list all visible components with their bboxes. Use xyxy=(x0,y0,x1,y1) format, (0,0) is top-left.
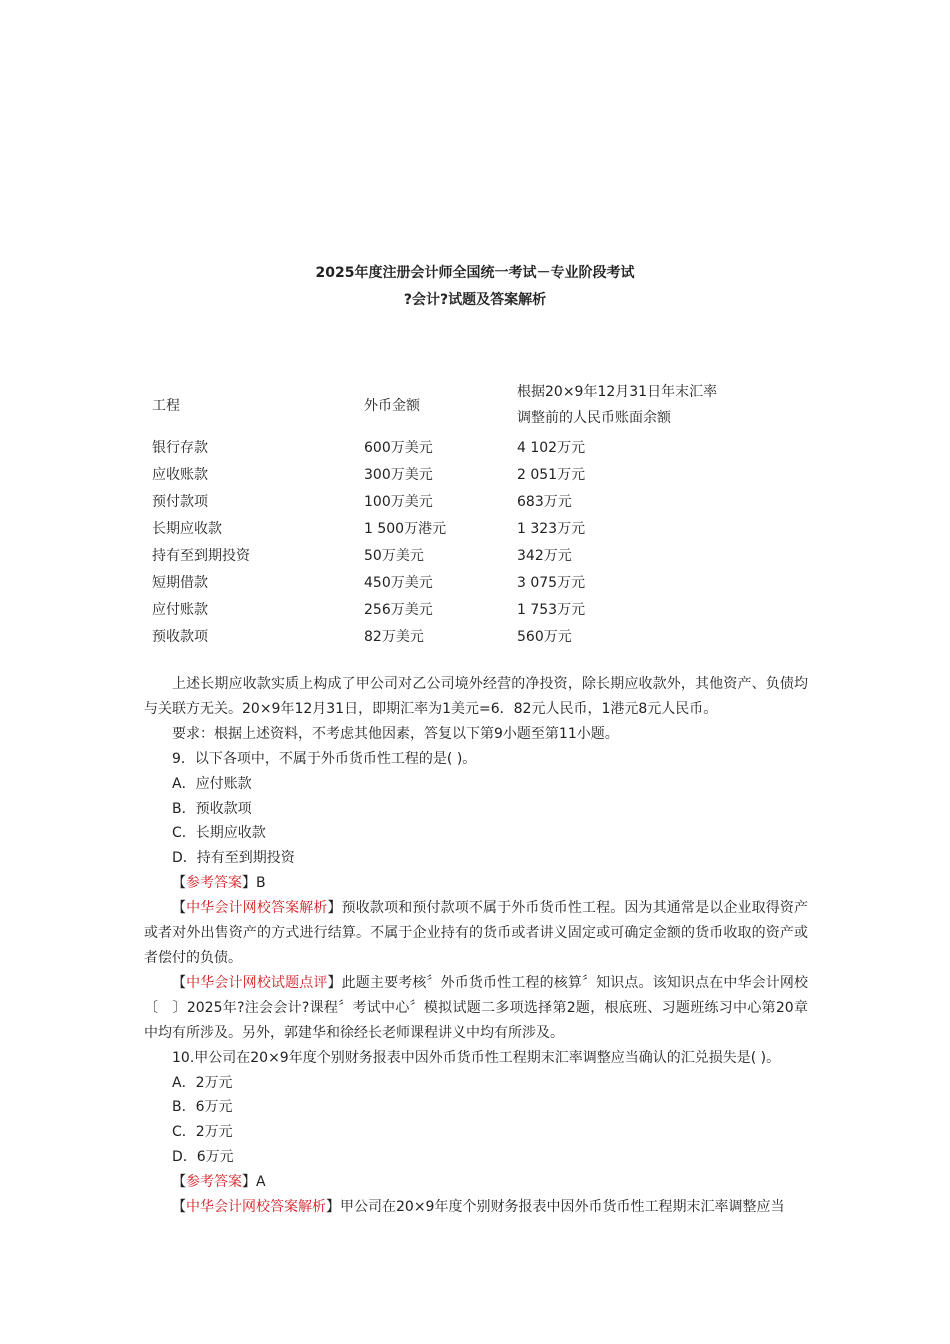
q9-option-b: B．预收款项 xyxy=(172,800,252,817)
header-balance xyxy=(509,377,777,433)
q10-option-c: C．2万元 xyxy=(172,1124,233,1141)
cell-item: 持有至到期投资 xyxy=(152,547,250,564)
analysis-text: 甲公司在20×9年度个别财务报表中因外币货币性工程期末汇率调整应当 xyxy=(340,1199,785,1216)
cell-balance: 342万元 xyxy=(517,547,572,564)
cell-amount: 1 500万港元 xyxy=(364,520,447,537)
foreign-currency-table xyxy=(144,377,777,649)
table-header-row xyxy=(144,377,777,433)
intro-paragraph: 上述长期应收款实质上构成了甲公司对乙公司境外经营的净投资，除长期应收款外，其他资产、负债均与关联方无关。20×9年12月31日，即期汇率为1美元=6．82元人民币，1港元8元人民币。 xyxy=(144,676,808,717)
bracket-open: 【 xyxy=(172,900,187,917)
q10-answer xyxy=(144,1170,808,1195)
cell-item: 长期应收款 xyxy=(152,520,222,537)
table-row xyxy=(144,595,777,622)
table-row xyxy=(144,622,777,649)
analysis-label: 中华会计网校答案解析 xyxy=(186,900,328,917)
cell-balance: 2 051万元 xyxy=(517,466,586,483)
table-row xyxy=(144,487,777,514)
document-title-line2: ?会计?试题及答案解析 xyxy=(403,292,547,308)
answer-label: 参考答案 xyxy=(186,875,242,892)
question-10: 10.甲公司在20×9年度个别财务报表中因外币货币性工程期末汇率调整应当确认的汇兑损失是( )。 xyxy=(172,1049,781,1066)
analysis-label: 中华会计网校答案解析 xyxy=(186,1199,326,1216)
document-title-line1: 2025年度注册会计师全国统一考试－专业阶段考试 xyxy=(315,265,635,281)
bracket-close: 】 xyxy=(242,1174,256,1191)
cell-item: 应付账款 xyxy=(152,601,208,618)
q9-option-d: D．持有至到期投资 xyxy=(172,850,295,867)
document-body xyxy=(144,672,808,1220)
cell-item: 预付款项 xyxy=(152,493,208,510)
table-row xyxy=(144,568,777,595)
header-balance-line1: 根据20×9年12月31日年末汇率 xyxy=(517,384,718,400)
bracket-open: 【 xyxy=(172,875,186,892)
bracket-open: 【 xyxy=(172,1174,186,1191)
analysis-text: 预收款项和预付款项不属于外币货币性工程。因为其通常是以企业取得资产或者对外出售资产的方式进行结算。不属于企业持有的货币或者讲义固定或可确定金额的货币收取的资产或者偿付的负债。 xyxy=(144,900,809,966)
q9-analysis xyxy=(144,896,808,971)
review-text: 此题主要考核〞外币货币性工程的核算〞知识点。该知识点在中华会计网校〔 〕2025年?注会会计?课程〞考试中心〞模拟试题二多项选择第2题，根底班、习题班练习中心第20章中均有所涉及。另外，郭建华和徐经长老师课程讲义中均有所涉及。 xyxy=(144,974,809,1041)
q10-analysis xyxy=(144,1195,808,1220)
header-balance-line2: 调整前的人民币账面余额 xyxy=(517,410,671,426)
q9-answer xyxy=(144,871,808,896)
requirement-paragraph: 要求：根据上述资料，不考虑其他因素，答复以下第9小题至第11小题。 xyxy=(172,725,619,742)
cell-balance: 683万元 xyxy=(517,493,572,510)
cell-item: 银行存款 xyxy=(152,439,208,456)
cell-amount: 100万美元 xyxy=(364,493,433,510)
cell-amount: 600万美元 xyxy=(364,439,433,456)
q9-option-c: C．长期应收款 xyxy=(172,825,266,842)
answer-label: 参考答案 xyxy=(186,1174,242,1191)
header-item: 工程 xyxy=(152,398,180,414)
bracket-close: 】 xyxy=(326,1199,340,1216)
bracket-close: 】 xyxy=(242,875,256,892)
cell-balance: 1 753万元 xyxy=(517,601,586,618)
table-row xyxy=(144,514,777,541)
bracket-open: 【 xyxy=(172,974,187,991)
q10-option-d: D．6万元 xyxy=(172,1149,234,1166)
q9-option-a: A．应付账款 xyxy=(172,775,252,792)
table-row xyxy=(144,433,777,460)
cell-balance: 560万元 xyxy=(517,628,572,645)
answer-value: B xyxy=(256,875,266,892)
q10-option-a: A．2万元 xyxy=(172,1074,233,1091)
cell-amount: 50万美元 xyxy=(364,547,424,564)
cell-balance: 1 323万元 xyxy=(517,520,586,537)
bracket-close: 】 xyxy=(327,900,342,917)
answer-value: A xyxy=(256,1174,266,1191)
bracket-close: 】 xyxy=(327,974,342,991)
q9-review xyxy=(144,971,808,1046)
header-amount: 外币金额 xyxy=(364,398,420,414)
cell-item: 短期借款 xyxy=(152,574,208,591)
cell-balance: 3 075万元 xyxy=(517,574,586,591)
review-label: 中华会计网校试题点评 xyxy=(186,974,328,991)
cell-amount: 256万美元 xyxy=(364,601,433,618)
cell-amount: 82万美元 xyxy=(364,628,424,645)
q10-option-b: B．6万元 xyxy=(172,1099,233,1116)
cell-item: 预收款项 xyxy=(152,628,208,645)
cell-amount: 300万美元 xyxy=(364,466,433,483)
cell-item: 应收账款 xyxy=(152,466,208,483)
question-9: 9．以下各项中，不属于外币货币性工程的是( )。 xyxy=(172,750,477,767)
cell-amount: 450万美元 xyxy=(364,574,433,591)
table-row xyxy=(144,460,777,487)
bracket-open: 【 xyxy=(172,1199,186,1216)
cell-balance: 4 102万元 xyxy=(517,439,586,456)
table-row xyxy=(144,541,777,568)
